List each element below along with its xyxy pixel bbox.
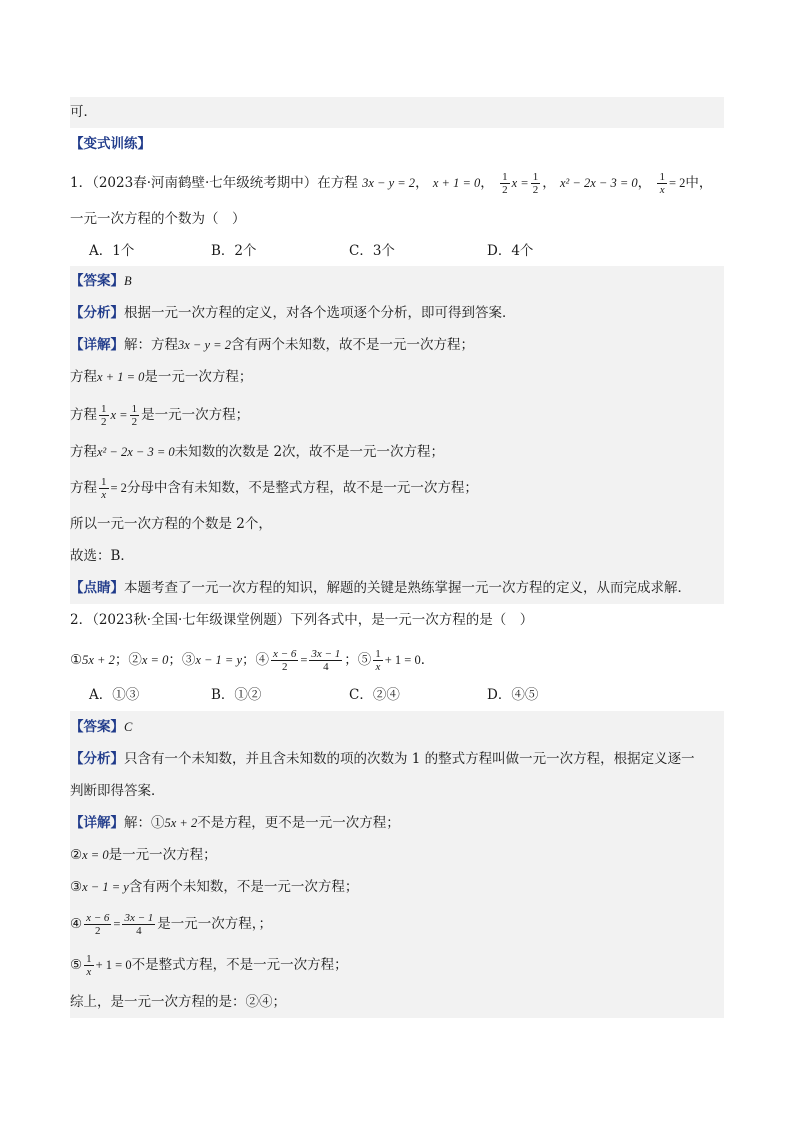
q1-eq5-right: = 2 <box>668 176 686 190</box>
q2-answer <box>70 711 724 744</box>
q1-detail-7 <box>70 540 724 572</box>
detail-text: 综上，是一元一次方程的是：②④； <box>70 994 286 1010</box>
detail-eq: 5x + 2 <box>164 816 198 830</box>
q2-items: ①5x + 2；②x = 0；③x − 1 = y；④ $\frac{x - 6}{2}$ = $\frac{3x - 1}{4}$ ；⑤ $\frac{1}{x}$ + 1 = 0． <box>70 648 435 673</box>
q2-item-expr: x − 1 = y <box>195 653 243 667</box>
detail-mark: ⑤ <box>70 957 83 973</box>
q1-number: 1． <box>70 175 93 191</box>
section-header <box>70 134 724 154</box>
detail-text: 解：方程 <box>124 337 178 353</box>
detail-eq: x + 1 = 0 <box>97 370 145 384</box>
q1-option-b[interactable]: B．2个 <box>211 243 257 259</box>
detail-frac <box>130 403 140 428</box>
q1-eq2: x + 1 = 0 <box>432 176 481 190</box>
q1-eq3-frac-right <box>531 171 541 196</box>
frac-den: 4 <box>136 925 142 937</box>
q1-comment <box>70 572 724 604</box>
detail-mark: ③ <box>70 879 83 895</box>
detail-text: 含有两个未知数，不是一元一次方程； <box>128 879 359 895</box>
detail-frac <box>99 403 109 428</box>
frac-num: 1 <box>86 953 92 965</box>
q2-detail-4: ④ $\frac{x - 6}{2}$ = $\frac{3x - 1}{4}$ 是一元一次方程，； <box>70 903 724 945</box>
q2-item4-left <box>271 648 298 673</box>
frac-den: 2 <box>281 661 288 673</box>
q1-eq3-mid: x = <box>511 176 529 190</box>
frac-num: 3x − 1 <box>311 648 341 660</box>
detail-eq: x − 1 = y <box>82 880 129 894</box>
q1-eq5-frac <box>657 171 667 196</box>
detail-label: 【详解】 <box>70 337 124 353</box>
analysis-text: 只含有一个未知数，并且含未知数的项的次数为 1 的整式方程叫做一元一次方程，根据定义逐一 <box>124 751 695 767</box>
sep: ； <box>242 652 256 668</box>
detail-text: 不是整式方程，不是一元一次方程； <box>131 957 348 973</box>
answer-label: 【答案】 <box>70 719 124 735</box>
q1-detail-3 <box>70 394 724 436</box>
q1-eq1: 3x − y = 2 <box>362 176 416 190</box>
q1-detail-6 <box>70 508 724 540</box>
q1-stem-text: 一元一次方程的个数为（ ） <box>70 211 246 227</box>
q1-detail-2 <box>70 361 724 394</box>
detail-label: 【详解】 <box>70 815 124 831</box>
q1-option-c[interactable]: C．3个 <box>349 243 395 259</box>
detail-frac <box>99 476 109 501</box>
detail-eq: = 2 <box>110 481 127 495</box>
detail-text: 分母中含有未知数，不是整式方程，故不是一元一次方程； <box>126 480 478 496</box>
detail-mark: ④ <box>70 916 83 932</box>
frac-num: 1 <box>101 403 107 415</box>
section-label: 【变式训练】 <box>70 136 151 152</box>
detail-text: 方程 <box>70 407 97 423</box>
q2-detail-3 <box>70 871 724 903</box>
q2-number: 2． <box>70 612 93 628</box>
detail-eq: 3x − y = 2 <box>178 338 231 352</box>
analysis-label: 【分析】 <box>70 305 124 321</box>
q1-analysis <box>70 297 724 329</box>
detail-text: 方程 <box>70 444 97 460</box>
frac-num: 1 <box>131 403 138 415</box>
q2-item5-frac <box>373 648 383 673</box>
q2-item-expr: 5x + 2 <box>82 653 115 667</box>
sep: ； <box>344 652 358 668</box>
frac-num: 1 <box>375 648 381 660</box>
detail-eq: + 1 = 0 <box>95 958 132 972</box>
q2-detail-1 <box>70 807 724 839</box>
frac-den: 2 <box>532 184 539 196</box>
q1-stem-line1: 1．（2023春·河南鹤壁·七年级统考期中）在方程 3x − y = 2， x + 1 = 0， $\frac{1}{2}$ x = $\frac{1}{2}$ ， x² − 2x − 3 = 0， $\frac{1}{x}$ = 2中， <box>70 171 713 196</box>
frac-den: x <box>659 184 665 196</box>
q2-option-b[interactable]: B．①② <box>211 687 262 703</box>
q1-detail-5 <box>70 468 724 508</box>
q1-stem-tail: 中， <box>685 175 713 191</box>
detail-text: 是一元一次方程； <box>141 407 250 423</box>
q1-answer <box>70 266 724 297</box>
analysis-label: 【分析】 <box>70 751 124 767</box>
frac-den: 2 <box>131 416 138 428</box>
frac-den: 4 <box>323 661 329 673</box>
q2-option-d[interactable]: D．④⑤ <box>487 687 539 703</box>
q1-stem-line2 <box>70 209 724 229</box>
q1-eq3-frac-left <box>500 171 510 196</box>
detail-text: 不是方程，更不是一元一次方程； <box>197 815 400 831</box>
detail-text: 故选：B． <box>70 548 134 564</box>
frac-num: 1 <box>502 171 508 183</box>
detail-frac <box>122 912 155 937</box>
q2-item-mark: ③ <box>181 652 196 668</box>
q2-item-mark: ② <box>128 652 142 668</box>
frac-num: x − 6 <box>86 912 110 924</box>
q2-item-expr: x = 0 <box>141 653 169 667</box>
comment-label: 【点睛】 <box>70 580 124 596</box>
detail-text: 方程 <box>70 369 97 385</box>
detail-eq: x = <box>110 408 128 422</box>
q2-detail-5 <box>70 945 724 986</box>
q2-stem <box>70 610 724 630</box>
comment-text: 本题考查了一元一次方程的知识，解题的关键是熟练掌握一元一次方程的定义，从而完成求解． <box>124 580 691 596</box>
q1-source: （2023春·河南鹤壁·七年级统考期中）在方程 <box>92 175 358 191</box>
q2-item-expr: + 1 = 0 <box>384 653 421 667</box>
detail-eq: x² − 2x − 3 = 0 <box>97 445 175 459</box>
q2-option-a[interactable]: A．①③ <box>89 687 140 703</box>
detail-text: 是一元一次方程，； <box>157 916 273 932</box>
frac-den: x <box>101 489 107 501</box>
prev-solution-tail <box>70 97 724 128</box>
prev-solution-text: 可． <box>70 104 97 120</box>
frac-num: 1 <box>659 171 665 183</box>
q2-source: （2023秋·全国·七年级课堂例题）下列各式中，是一元一次方程的是（ ） <box>92 612 534 628</box>
q2-item4-right <box>309 648 342 673</box>
answer-label: 【答案】 <box>70 273 124 289</box>
q2-detail-2 <box>70 839 724 871</box>
q1-detail-1 <box>70 329 724 361</box>
q2-item-mark: ① <box>70 652 83 668</box>
answer-value: C <box>124 720 133 734</box>
end-mark: ． <box>420 652 435 668</box>
frac-num: 1 <box>532 171 539 183</box>
q1-detail-4 <box>70 436 724 468</box>
detail-text: 是一元一次方程； <box>108 847 217 863</box>
q1-option-d[interactable]: D．4个 <box>487 243 534 259</box>
q2-detail-6 <box>70 986 724 1018</box>
detail-frac <box>84 912 111 937</box>
q2-analysis-2 <box>70 775 724 807</box>
detail-mark: ② <box>70 847 83 863</box>
detail-eq: x = 0 <box>82 848 109 862</box>
analysis-text: 根据一元一次方程的定义，对各个选项逐个分析，即可得到答案． <box>124 305 516 321</box>
frac-num: 3x − 1 <box>124 912 154 924</box>
frac-den: 2 <box>502 184 508 196</box>
frac-den: 2 <box>95 925 101 937</box>
q2-item-mark: ④ <box>255 652 270 668</box>
frac-num: 1 <box>101 476 107 488</box>
frac-num: x − 6 <box>273 648 297 660</box>
q1-eq4: x² − 2x − 3 = 0 <box>559 176 638 190</box>
detail-frac <box>84 953 94 978</box>
q1-option-a[interactable]: A．1个 <box>89 243 135 259</box>
frac-den: 2 <box>101 416 107 428</box>
sep: ； <box>168 652 182 668</box>
q2-analysis-1 <box>70 744 724 775</box>
frac-den: x <box>86 966 92 978</box>
sep: ； <box>114 652 129 668</box>
detail-text: 所以一元一次方程的个数是 2个， <box>70 516 272 532</box>
detail-text: 是一元一次方程； <box>144 369 253 385</box>
detail-text: 解：① <box>124 815 165 831</box>
q2-option-c[interactable]: C．②④ <box>349 687 400 703</box>
frac-den: x <box>375 661 381 673</box>
detail-text: 未知数的次数是 2次，故不是一元一次方程； <box>174 444 445 460</box>
detail-text: 方程 <box>70 480 97 496</box>
analysis-text: 判断即得答案． <box>70 783 165 799</box>
q2-item-mark: ⑤ <box>357 652 372 668</box>
detail-text: 含有两个未知数，故不是一元一次方程； <box>230 337 474 353</box>
answer-value: B <box>124 274 132 288</box>
